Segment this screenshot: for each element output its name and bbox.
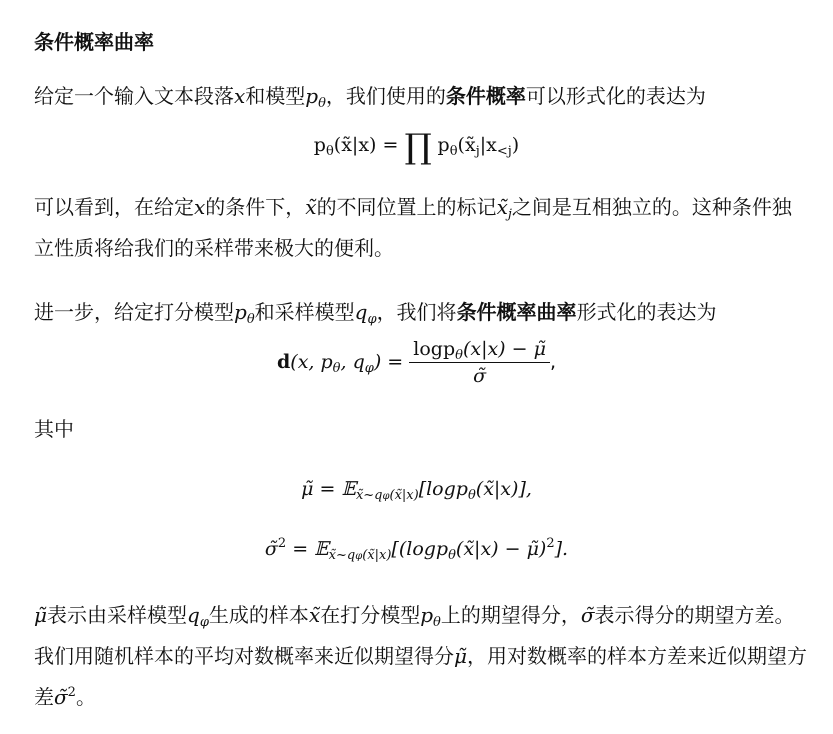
term-conditional-probability-curvature: 条件概率曲率 <box>456 300 577 324</box>
paragraph-explanation: μ̃表示由采样模型$q_\varphi$生成的样本x̃在打分模型$p_\theta$上的期望得分，σ̃表示得分的期望方差。我们用随机样本的平均对数概率来近似期望得分μ̃，用对数概率的样本方差来近似期望方差σ̃$^2$。 <box>34 603 807 709</box>
paragraph-intro: 给定一个输入文本段落x和模型$p_\theta$，我们使用的条件概率可以形式化的表达为 <box>34 84 706 111</box>
equation-sigma: σ̃$^2$ = 𝔼$_{x̃\sim q\varphi(x̃|x)}$[(logp$_\theta$(x̃|x) − μ̃)$^2$]. <box>264 536 569 563</box>
paragraph-curvature: 进一步，给定打分模型$p_\theta$和采样模型$q_\varphi$，我们将条件概率曲率形式化的表达为 <box>34 300 717 327</box>
paragraph-independence: 可以看到，在给定x的条件下，x̃的不同位置上的标记$x̃_j$之间是互相独立的。这种条件独立性质将给我们的采样带来极大的便利。 <box>34 195 792 260</box>
equation-conditional-probability: $p_\theta(x̃|x)$ = ∏ $p_\theta(x̃_j|x_{<j})$ <box>313 127 520 167</box>
equation-mu: μ̃ = 𝔼$_{x̃\sim q\varphi(x̃|x)}$[logp$_\theta$(x̃|x)], <box>301 478 532 503</box>
term-conditional-probability: 条件概率 <box>445 84 526 108</box>
heading: 条件概率曲率 <box>34 30 154 54</box>
equation-curvature: d(x, $p_\theta$, $q_\varphi$) = $\frac{\log p_\theta(x|x) - \mũ}{\sigmã}$ , <box>276 338 556 387</box>
fraction: $\frac{\log p_\theta(x|x) - \mũ}{\sigmã}$ <box>409 338 550 387</box>
label-qizhong: 其中 <box>34 417 74 441</box>
